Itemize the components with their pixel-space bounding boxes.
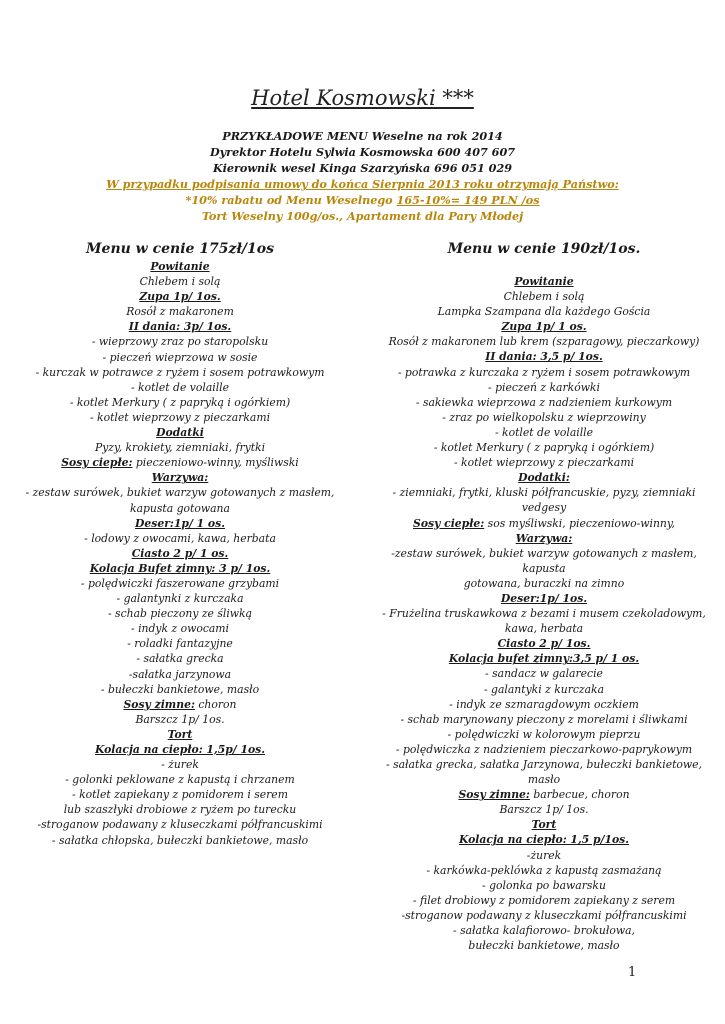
menu-item: - Frużelina truskawkowa z bezami i musem czekoladowym,	[382, 607, 706, 621]
menu-item: - sakiewka wieprzowa z nadzieniem kurkowym	[415, 395, 673, 409]
menu-item: - galantynki z kurczaka	[116, 592, 244, 606]
menu-item: Pyzy, krokiety, ziemniaki, frytki	[94, 441, 266, 455]
menu-section-heading: Warzywa:	[151, 471, 209, 485]
menu-item: - sałatka chłopska, bułeczki bankietowe, masło	[51, 833, 309, 847]
promo-discount-text: *10% rabatu od Menu Weselnego	[185, 193, 397, 207]
menu-item: - potrawka z kurczaka z ryżem i sosem potrawkowym	[397, 365, 691, 379]
menu-section-heading: Kolacja na ciepło: 1,5 p/1os.	[458, 833, 630, 847]
menu-item: - schab marynowany pieczony z morelami i śliwkami	[400, 712, 688, 726]
menu-year-line: PRZYKŁADOWE MENU Weselne na rok 2014	[222, 129, 503, 143]
menu-item: Rosół z makaronem lub krem (szparagowy, pieczarkowy)	[388, 335, 700, 349]
menu-section-heading: Warzywa:	[515, 531, 573, 545]
menu-item	[372, 516, 716, 531]
menu-section-heading: Zupa 1p/ 1 os.	[501, 320, 587, 334]
menu-item: - sałatka grecka	[136, 652, 224, 666]
menu-section-heading: Deser:1p/ 1 os.	[135, 516, 225, 530]
menu-section-heading: Kolacja na ciepło: 1,5p/ 1os.	[94, 743, 266, 756]
menu-item: gotowana, buraczki na zimno	[463, 576, 625, 590]
menu-label: Sosy zimne:	[458, 788, 530, 802]
menu-item: - kotlet Merkury ( z papryką i ogórkiem)	[433, 441, 655, 455]
menu-item: -sałatka jarzynowa	[128, 667, 232, 681]
menu-label: Sosy ciepłe:	[61, 456, 133, 470]
menu-item-text: pieczeniowo-winny, myśliwski	[132, 456, 299, 470]
menu-item: - filet drobiowy z pomidorem zapiekany z serem	[412, 893, 676, 907]
menu-item: - polędwiczka z nadzieniem pieczarkowo-paprykowym	[395, 742, 693, 756]
menu-section-heading: Kolacja bufet zimny:3,5 p/ 1 os.	[448, 652, 640, 666]
menu-item-text: barbecue, choron	[529, 788, 630, 802]
menu-section-heading: Dodatki	[156, 426, 204, 440]
menu-item: - kotlet wieprzowy z pieczarkami	[89, 410, 271, 424]
menu-item	[22, 455, 338, 470]
menu-item: - kurczak w potrawce z ryżem i sosem potrawkowym	[35, 365, 325, 379]
promo-line-1: W przypadku podpisania umowy do końca Sierpnia 2013 roku otrzymają Państwo:	[106, 177, 619, 191]
menu-section-heading: Ciasto 2 p/ 1 os.	[131, 546, 229, 560]
manager-line: Kierownik wesel Kinga Szarzyńska 696 051 029	[212, 161, 513, 175]
menu-item: - indyk ze szmaragdowym oczkiem	[449, 697, 639, 711]
menu-section-heading: Tort	[531, 818, 557, 832]
menu-item: - zraz po wielkopolsku z wieprzowiny	[442, 410, 646, 424]
menu-section-heading: Powitanie	[150, 260, 210, 273]
menu-item: Lampka Szampana dla każdego Gościa	[437, 305, 651, 319]
menu-section-heading: Powitanie	[514, 275, 574, 288]
menu-item: -żurek	[526, 848, 562, 862]
page-title: Hotel Kosmowski ***	[251, 86, 474, 110]
menu-item: - kotlet zapiekany z pomidorem i serem	[72, 788, 288, 802]
menu-section-heading: II dania: 3,5 p/ 1os.	[485, 350, 603, 364]
menu-section-heading: Ciasto 2 p/ 1os.	[497, 637, 591, 651]
menu-item: - sałatka kalafiorowo- brokułowa,	[453, 924, 635, 938]
menu-item: - polędwiczki w kolorowym pieprzu	[447, 727, 641, 741]
menu-section-heading: Kolacja Bufet zimny: 3 p/ 1os.	[89, 561, 271, 575]
promo-line-2	[0, 192, 725, 208]
menu-section-heading: Zupa 1p/ 1os.	[139, 290, 221, 304]
menu-item: - karkówka-peklówka z kapustą zasmażaną	[426, 863, 662, 877]
promo-line-3: Tort Weselny 100g/os., Apartament dla Pary Młodej	[201, 209, 524, 223]
menu-section-heading: Dodatki:	[518, 471, 570, 485]
menu-heading-190: Menu w cenie 190zł/1os.	[447, 241, 641, 257]
menu-item: - pieczeń wieprzowa w sosie	[102, 350, 258, 364]
menu-item: - sandacz w galarecie	[485, 667, 603, 681]
menu-item-text: choron	[194, 697, 237, 711]
menu-section-heading: Tort	[167, 727, 193, 741]
menu-item: bułeczki bankietowe, masło	[468, 939, 620, 953]
menu-item: - zestaw surówek, bukiet warzyw gotowanych z masłem,	[25, 486, 335, 500]
menu-item: - kotlet Merkury ( z papryką i ogórkiem)	[69, 395, 291, 409]
menu-column-190	[372, 240, 716, 953]
menu-item: - kotlet de volaille	[130, 380, 230, 394]
menu-item: -zestaw surówek, bukiet warzyw gotowanych z masłem, kapusta	[391, 546, 697, 575]
header-block	[0, 128, 725, 224]
menu-label: Sosy zimne:	[123, 697, 195, 711]
menu-column-175	[22, 240, 338, 848]
menu-lines-175	[22, 259, 338, 848]
menu-item: - roladki fantazyjne	[127, 637, 233, 651]
menu-item: - kotlet de volaille	[494, 425, 594, 439]
promo-price-text: 165-10%= 149 PLN /os	[396, 193, 540, 207]
menu-item: -stroganow podawany z kluseczkami półfrancuskimi	[37, 818, 323, 832]
menu-item: - żurek	[161, 758, 199, 772]
menu-item: Barszcz 1p/ 1os.	[499, 803, 589, 817]
menu-item: - ziemniaki, frytki, kluski półfrancuskie, pyzy, ziemniaki vedgesy	[392, 486, 696, 515]
menu-item: - galantyki z kurczaka	[483, 682, 605, 696]
menu-item: Rosół z makaronem	[126, 305, 234, 319]
menu-item: kawa, herbata	[504, 622, 584, 636]
director-line: Dyrektor Hotelu Sylwia Kosmowska 600 407 607	[209, 145, 516, 159]
menu-item: - golonki peklowane z kapustą i chrzanem	[65, 773, 295, 787]
menu-item: - indyk z owocami	[130, 622, 229, 636]
page-number: 1	[628, 965, 637, 980]
menu-section-heading: II dania: 3p/ 1os.	[128, 320, 232, 334]
menu-item: - polędwiczki faszerowane grzybami	[80, 576, 280, 590]
menu-heading-175: Menu w cenie 175zł/1os	[86, 241, 274, 257]
menu-item: Chlebem i solą	[503, 290, 585, 304]
menu-item: Chlebem i solą	[139, 275, 221, 289]
menu-item: -stroganow podawany z kluseczkami półfrancuskimi	[401, 908, 687, 922]
menu-item: - pieczeń z karkówki	[488, 380, 600, 394]
menu-item: - schab pieczony ze śliwką	[107, 607, 253, 621]
menu-item: - lodowy z owocami, kawa, herbata	[84, 531, 276, 545]
menu-item: kapusta gotowana	[130, 501, 230, 515]
menu-item: - bułeczki bankietowe, masło	[100, 682, 260, 696]
menu-item	[372, 787, 716, 802]
menu-lines-190	[372, 274, 716, 953]
menu-item-text: sos myśliwski, pieczeniowo-winny,	[484, 516, 675, 530]
menu-section-heading: Deser:1p/ 1os.	[500, 591, 588, 605]
menu-item	[22, 697, 338, 712]
menu-item: - sałatka grecka, sałatka Jarzynowa, bułeczki bankietowe, masło	[386, 758, 702, 787]
menu-item: lub szaszłyki drobiowe z ryżem po turecku	[63, 803, 297, 817]
menu-label: Sosy ciepłe:	[413, 516, 485, 530]
menu-item: - kotlet wieprzowy z pieczarkami	[453, 456, 635, 470]
menu-item: - wieprzowy zraz po staropolsku	[91, 335, 269, 349]
menu-item: - golonka po bawarsku	[482, 878, 606, 892]
menu-item: Barszcz 1p/ 1os.	[135, 712, 225, 726]
